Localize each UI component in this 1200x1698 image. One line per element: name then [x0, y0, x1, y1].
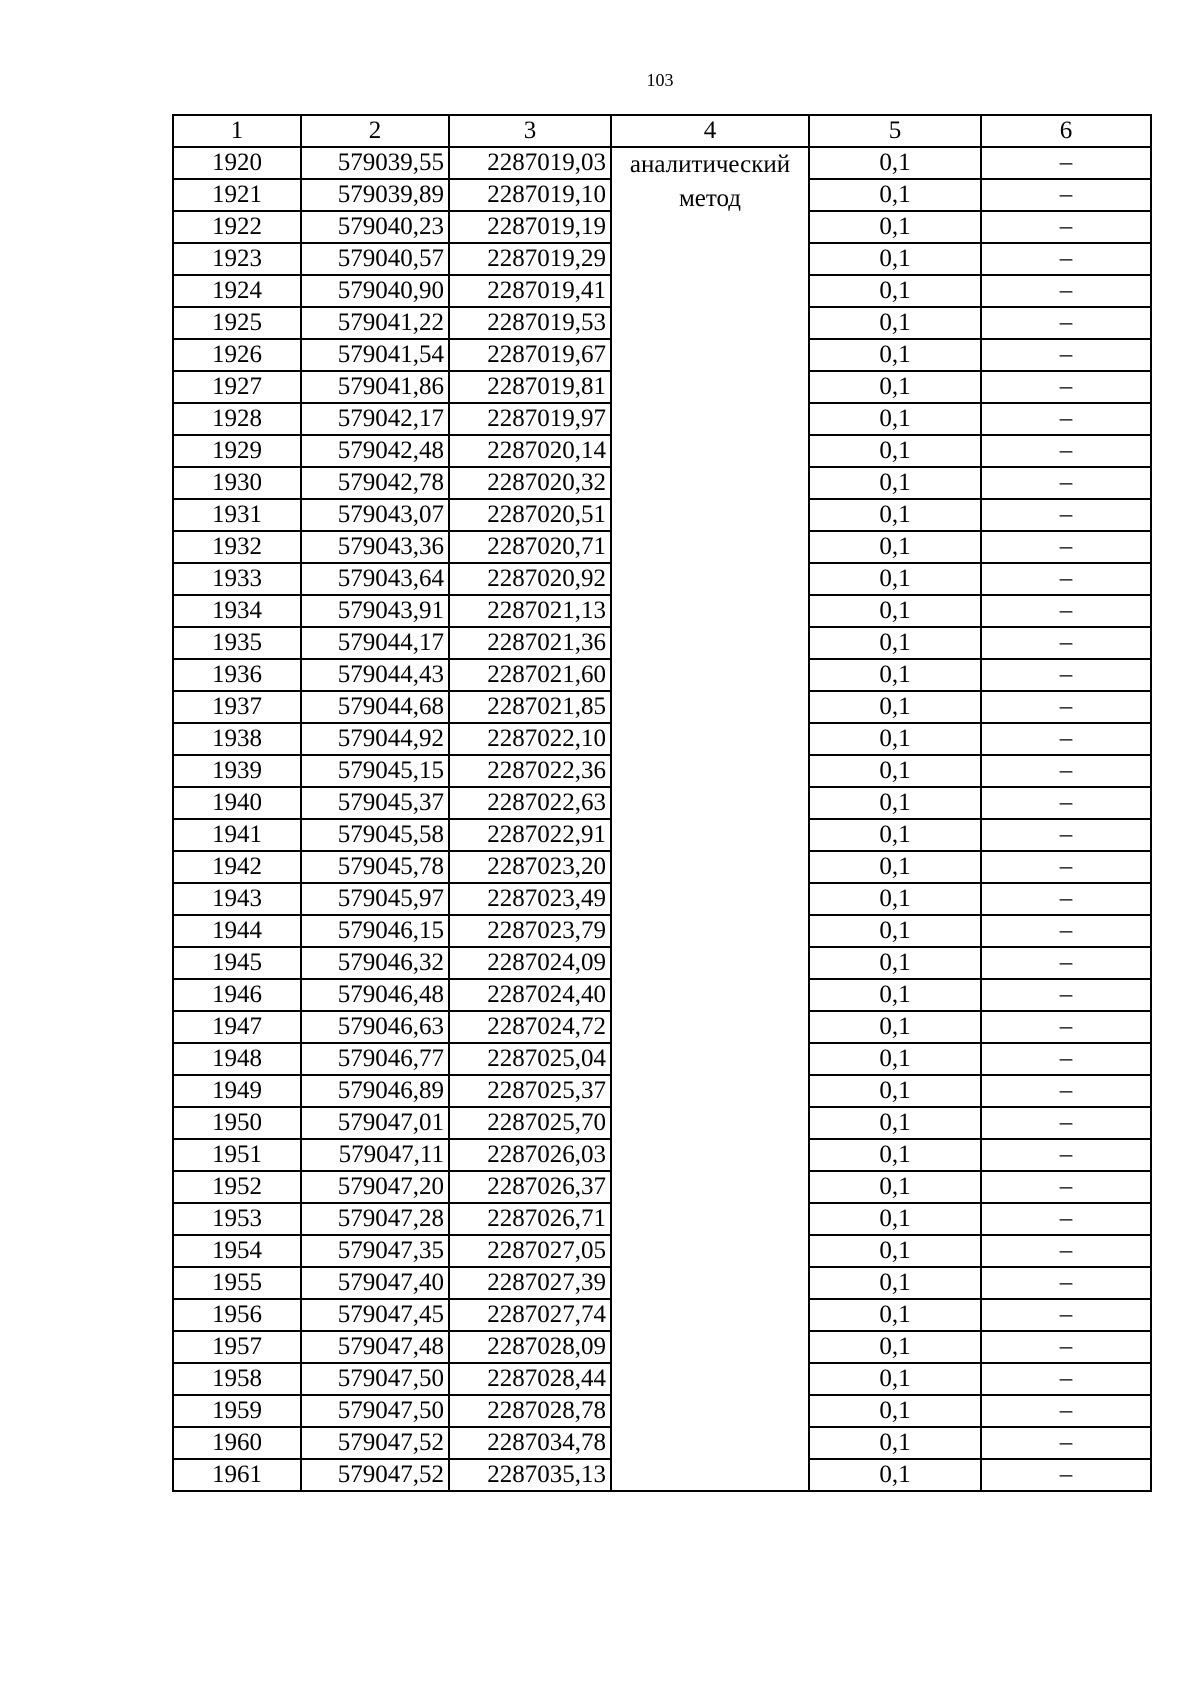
cell-x: 579045,58 — [301, 819, 449, 851]
cell-point: 1960 — [173, 1427, 301, 1459]
cell-y: 2287019,53 — [449, 307, 611, 339]
cell-precision: 0,1 — [809, 243, 981, 275]
cell-y: 2287019,41 — [449, 275, 611, 307]
cell-precision: 0,1 — [809, 1459, 981, 1491]
cell-x: 579045,37 — [301, 787, 449, 819]
cell-precision: 0,1 — [809, 627, 981, 659]
cell-point: 1932 — [173, 531, 301, 563]
cell-y: 2287024,40 — [449, 979, 611, 1011]
cell-precision: 0,1 — [809, 179, 981, 211]
cell-point: 1958 — [173, 1363, 301, 1395]
cell-note: – — [981, 563, 1151, 595]
cell-point: 1947 — [173, 1011, 301, 1043]
cell-note: – — [981, 723, 1151, 755]
cell-note: – — [981, 339, 1151, 371]
cell-note: – — [981, 531, 1151, 563]
header-col-5: 5 — [809, 115, 981, 147]
cell-precision: 0,1 — [809, 787, 981, 819]
cell-y: 2287034,78 — [449, 1427, 611, 1459]
header-col-6: 6 — [981, 115, 1151, 147]
cell-x: 579043,64 — [301, 563, 449, 595]
header-col-2: 2 — [301, 115, 449, 147]
method-text-line: аналитический — [629, 151, 791, 178]
cell-y: 2287025,70 — [449, 1107, 611, 1139]
cell-y: 2287021,13 — [449, 595, 611, 627]
cell-y: 2287022,63 — [449, 787, 611, 819]
cell-note: – — [981, 1299, 1151, 1331]
cell-point: 1936 — [173, 659, 301, 691]
cell-precision: 0,1 — [809, 1235, 981, 1267]
cell-note: – — [981, 1459, 1151, 1491]
cell-y: 2287020,71 — [449, 531, 611, 563]
cell-point: 1957 — [173, 1331, 301, 1363]
cell-x: 579045,15 — [301, 755, 449, 787]
cell-point: 1940 — [173, 787, 301, 819]
cell-precision: 0,1 — [809, 1363, 981, 1395]
cell-x: 579046,77 — [301, 1043, 449, 1075]
cell-y: 2287019,10 — [449, 179, 611, 211]
cell-note: – — [981, 947, 1151, 979]
cell-note: – — [981, 1363, 1151, 1395]
cell-x: 579044,92 — [301, 723, 449, 755]
cell-x: 579046,89 — [301, 1075, 449, 1107]
cell-precision: 0,1 — [809, 851, 981, 883]
cell-precision: 0,1 — [809, 339, 981, 371]
cell-x: 579042,17 — [301, 403, 449, 435]
cell-y: 2287020,92 — [449, 563, 611, 595]
cell-note: – — [981, 211, 1151, 243]
method-text-line: метод — [678, 185, 741, 212]
cell-y: 2287028,78 — [449, 1395, 611, 1427]
cell-x: 579047,28 — [301, 1203, 449, 1235]
coordinates-table — [172, 114, 1152, 1492]
cell-note: – — [981, 1331, 1151, 1363]
cell-note: – — [981, 1267, 1151, 1299]
cell-point: 1938 — [173, 723, 301, 755]
cell-precision: 0,1 — [809, 499, 981, 531]
cell-y: 2287021,85 — [449, 691, 611, 723]
cell-point: 1948 — [173, 1043, 301, 1075]
cell-point: 1930 — [173, 467, 301, 499]
cell-precision: 0,1 — [809, 595, 981, 627]
cell-x: 579044,17 — [301, 627, 449, 659]
cell-note: – — [981, 883, 1151, 915]
cell-note: – — [981, 1011, 1151, 1043]
cell-precision: 0,1 — [809, 947, 981, 979]
cell-note: – — [981, 1203, 1151, 1235]
cell-point: 1951 — [173, 1139, 301, 1171]
cell-note: – — [981, 1171, 1151, 1203]
cell-precision: 0,1 — [809, 1299, 981, 1331]
cell-note: – — [981, 1107, 1151, 1139]
cell-note: – — [981, 1075, 1151, 1107]
cell-point: 1933 — [173, 563, 301, 595]
cell-x: 579047,48 — [301, 1331, 449, 1363]
cell-precision: 0,1 — [809, 1139, 981, 1171]
cell-x: 579047,40 — [301, 1267, 449, 1299]
cell-y: 2287026,37 — [449, 1171, 611, 1203]
cell-precision: 0,1 — [809, 883, 981, 915]
cell-note: – — [981, 1427, 1151, 1459]
header-col-1: 1 — [173, 115, 301, 147]
cell-note: – — [981, 819, 1151, 851]
cell-precision: 0,1 — [809, 819, 981, 851]
cell-note: – — [981, 979, 1151, 1011]
cell-precision: 0,1 — [809, 1011, 981, 1043]
cell-x: 579045,78 — [301, 851, 449, 883]
cell-note: – — [981, 467, 1151, 499]
cell-y: 2287019,97 — [449, 403, 611, 435]
cell-precision: 0,1 — [809, 1427, 981, 1459]
cell-point: 1935 — [173, 627, 301, 659]
cell-y: 2287027,05 — [449, 1235, 611, 1267]
cell-precision: 0,1 — [809, 755, 981, 787]
cell-x: 579046,32 — [301, 947, 449, 979]
cell-y: 2287019,19 — [449, 211, 611, 243]
cell-point: 1955 — [173, 1267, 301, 1299]
cell-note: – — [981, 755, 1151, 787]
cell-x: 579044,68 — [301, 691, 449, 723]
cell-x: 579043,91 — [301, 595, 449, 627]
cell-y: 2287023,79 — [449, 915, 611, 947]
cell-point: 1927 — [173, 371, 301, 403]
cell-note: – — [981, 1235, 1151, 1267]
cell-point: 1920 — [173, 147, 301, 179]
cell-note: – — [981, 179, 1151, 211]
cell-y: 2287019,29 — [449, 243, 611, 275]
cell-precision: 0,1 — [809, 1043, 981, 1075]
cell-point: 1959 — [173, 1395, 301, 1427]
cell-note: – — [981, 275, 1151, 307]
cell-y: 2287027,39 — [449, 1267, 611, 1299]
cell-x: 579040,23 — [301, 211, 449, 243]
cell-point: 1943 — [173, 883, 301, 915]
cell-y: 2287026,71 — [449, 1203, 611, 1235]
cell-x: 579046,48 — [301, 979, 449, 1011]
cell-y: 2287019,81 — [449, 371, 611, 403]
cell-point: 1944 — [173, 915, 301, 947]
cell-x: 579047,50 — [301, 1395, 449, 1427]
cell-precision: 0,1 — [809, 1107, 981, 1139]
cell-x: 579041,86 — [301, 371, 449, 403]
cell-precision: 0,1 — [809, 147, 981, 179]
cell-y: 2287021,60 — [449, 659, 611, 691]
header-col-3: 3 — [449, 115, 611, 147]
cell-point: 1942 — [173, 851, 301, 883]
cell-y: 2287019,03 — [449, 147, 611, 179]
cell-x: 579042,78 — [301, 467, 449, 499]
cell-y: 2287023,20 — [449, 851, 611, 883]
cell-point: 1921 — [173, 179, 301, 211]
cell-precision: 0,1 — [809, 531, 981, 563]
cell-point: 1934 — [173, 595, 301, 627]
cell-note: – — [981, 435, 1151, 467]
cell-method — [611, 147, 809, 1491]
cell-y: 2287020,14 — [449, 435, 611, 467]
cell-note: – — [981, 787, 1151, 819]
cell-point: 1922 — [173, 211, 301, 243]
cell-precision: 0,1 — [809, 435, 981, 467]
cell-y: 2287024,09 — [449, 947, 611, 979]
cell-precision: 0,1 — [809, 691, 981, 723]
cell-y: 2287025,04 — [449, 1043, 611, 1075]
cell-point: 1939 — [173, 755, 301, 787]
cell-point: 1925 — [173, 307, 301, 339]
cell-y: 2287020,32 — [449, 467, 611, 499]
cell-precision: 0,1 — [809, 403, 981, 435]
cell-y: 2287024,72 — [449, 1011, 611, 1043]
cell-precision: 0,1 — [809, 467, 981, 499]
table-body — [173, 147, 1151, 1491]
cell-note: – — [981, 659, 1151, 691]
cell-x: 579043,36 — [301, 531, 449, 563]
cell-x: 579042,48 — [301, 435, 449, 467]
cell-precision: 0,1 — [809, 1395, 981, 1427]
cell-note: – — [981, 1139, 1151, 1171]
cell-y: 2287023,49 — [449, 883, 611, 915]
table-header — [173, 115, 1151, 147]
cell-point: 1941 — [173, 819, 301, 851]
cell-y: 2287020,51 — [449, 499, 611, 531]
page-number: 103 — [646, 70, 674, 90]
cell-note: – — [981, 915, 1151, 947]
cell-note: – — [981, 371, 1151, 403]
table-row — [173, 147, 1151, 179]
cell-x: 579047,20 — [301, 1171, 449, 1203]
cell-precision: 0,1 — [809, 1171, 981, 1203]
cell-note: – — [981, 1395, 1151, 1427]
cell-precision: 0,1 — [809, 1203, 981, 1235]
cell-y: 2287025,37 — [449, 1075, 611, 1107]
cell-y: 2287028,44 — [449, 1363, 611, 1395]
cell-note: – — [981, 1043, 1151, 1075]
cell-x: 579040,90 — [301, 275, 449, 307]
cell-point: 1945 — [173, 947, 301, 979]
cell-point: 1961 — [173, 1459, 301, 1491]
cell-x: 579047,52 — [301, 1459, 449, 1491]
cell-point: 1931 — [173, 499, 301, 531]
cell-point: 1926 — [173, 339, 301, 371]
cell-note: – — [981, 691, 1151, 723]
cell-precision: 0,1 — [809, 915, 981, 947]
header-row — [173, 115, 1151, 147]
cell-x: 579047,52 — [301, 1427, 449, 1459]
cell-y: 2287027,74 — [449, 1299, 611, 1331]
coordinates-table-wrapper — [172, 114, 1152, 1492]
cell-x: 579046,15 — [301, 915, 449, 947]
cell-x: 579040,57 — [301, 243, 449, 275]
cell-x: 579047,50 — [301, 1363, 449, 1395]
cell-note: – — [981, 307, 1151, 339]
cell-point: 1924 — [173, 275, 301, 307]
cell-precision: 0,1 — [809, 979, 981, 1011]
cell-x: 579047,45 — [301, 1299, 449, 1331]
cell-point: 1937 — [173, 691, 301, 723]
header-col-4: 4 — [611, 115, 809, 147]
cell-point: 1954 — [173, 1235, 301, 1267]
cell-point: 1928 — [173, 403, 301, 435]
cell-point: 1952 — [173, 1171, 301, 1203]
cell-x: 579045,97 — [301, 883, 449, 915]
cell-y: 2287019,67 — [449, 339, 611, 371]
cell-x: 579047,01 — [301, 1107, 449, 1139]
cell-x: 579041,54 — [301, 339, 449, 371]
cell-y: 2287022,91 — [449, 819, 611, 851]
cell-note: – — [981, 243, 1151, 275]
cell-point: 1949 — [173, 1075, 301, 1107]
cell-note: – — [981, 499, 1151, 531]
cell-point: 1946 — [173, 979, 301, 1011]
cell-precision: 0,1 — [809, 659, 981, 691]
cell-precision: 0,1 — [809, 1267, 981, 1299]
cell-x: 579044,43 — [301, 659, 449, 691]
cell-note: – — [981, 403, 1151, 435]
cell-x: 579043,07 — [301, 499, 449, 531]
cell-y: 2287026,03 — [449, 1139, 611, 1171]
cell-point: 1929 — [173, 435, 301, 467]
cell-point: 1953 — [173, 1203, 301, 1235]
cell-note: – — [981, 147, 1151, 179]
cell-y: 2287028,09 — [449, 1331, 611, 1363]
cell-x: 579041,22 — [301, 307, 449, 339]
cell-y: 2287035,13 — [449, 1459, 611, 1491]
cell-precision: 0,1 — [809, 1075, 981, 1107]
cell-precision: 0,1 — [809, 1331, 981, 1363]
cell-x: 579047,11 — [301, 1139, 449, 1171]
cell-point: 1950 — [173, 1107, 301, 1139]
cell-precision: 0,1 — [809, 211, 981, 243]
cell-y: 2287022,36 — [449, 755, 611, 787]
cell-note: – — [981, 595, 1151, 627]
cell-y: 2287022,10 — [449, 723, 611, 755]
cell-x: 579047,35 — [301, 1235, 449, 1267]
cell-precision: 0,1 — [809, 275, 981, 307]
cell-note: – — [981, 851, 1151, 883]
cell-x: 579039,55 — [301, 147, 449, 179]
cell-precision: 0,1 — [809, 307, 981, 339]
cell-x: 579039,89 — [301, 179, 449, 211]
cell-note: – — [981, 627, 1151, 659]
cell-y: 2287021,36 — [449, 627, 611, 659]
cell-point: 1956 — [173, 1299, 301, 1331]
cell-x: 579046,63 — [301, 1011, 449, 1043]
cell-precision: 0,1 — [809, 371, 981, 403]
cell-point: 1923 — [173, 243, 301, 275]
cell-precision: 0,1 — [809, 723, 981, 755]
cell-precision: 0,1 — [809, 563, 981, 595]
